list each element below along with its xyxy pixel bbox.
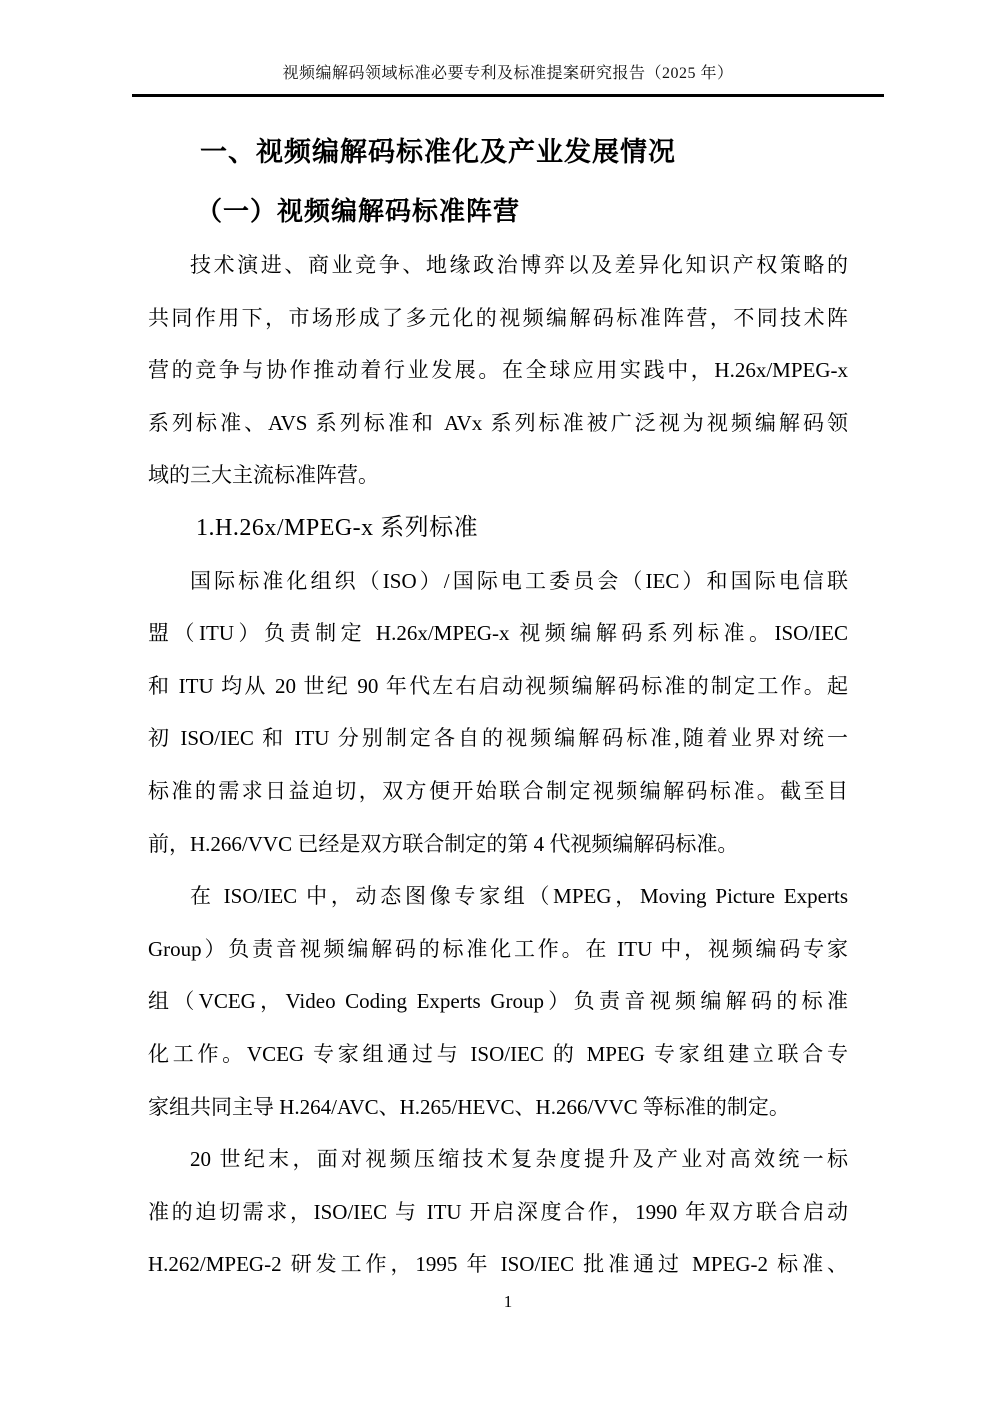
paragraph-4 [148,1133,848,1291]
body-line: 盟（ITU）负责制定 H.26x/MPEG-x 视频编解码系列标准。ISO/IEC [148,621,848,646]
body-line: 在 ISO/IEC 中，动态图像专家组（MPEG，Moving Picture Experts [190,884,848,909]
body-line: 国际标准化组织（ISO）/国际电工委员会（IEC）和国际电信联 [190,568,848,593]
running-header-text: 视频编解码领域标准必要专利及标准提案研究报告（2025 年） [282,65,734,82]
body-line: 前，H.266/VVC 已经是双方联合制定的第 4 代视频编解码标准。 [148,831,739,856]
body-line: Group）负责音视频编解码的标准化工作。在 ITU 中，视频编码专家 [148,936,848,961]
body-line: H.262/MPEG-2 研发工作，1995 年 ISO/IEC 批准通过 MPEG-2 标准、 [148,1252,848,1277]
body-line: 20 世纪末，面对视频压缩技术复杂度提升及产业对高效统一标 [190,1147,848,1172]
body-line: 家组共同主导 H.264/AVC、H.265/HEVC、H.266/VVC 等标准的制定。 [148,1094,790,1119]
body-line: 组（VCEG，Video Coding Experts Group）负责音视频编解码的标准 [148,989,848,1014]
body-line: 和 ITU 均从 20 世纪 90 年代左右启动视频编解码标准的制定工作。起 [148,673,848,698]
body-line: 技术演进、商业竞争、地缘政治博弈以及差异化知识产权策略的 [190,253,848,277]
body-line: 化工作。VCEG 专家组通过与 ISO/IEC 的 MPEG 专家组建立联合专 [148,1041,848,1066]
sub-heading: 1.H.26x/MPEG-x 系列标准 [196,514,479,541]
body-line: 系列标准、AVS 系列标准和 AVx 系列标准被广泛视为视频编解码领 [148,410,848,435]
page-number: 1 [503,1292,513,1311]
body-line: 标准的需求日益迫切，双方便开始联合制定视频编解码标准。截至目 [148,778,848,803]
document-body [148,0,848,1291]
section-title: 一、视频编解码标准化及产业发展情况 [200,137,676,167]
paragraph-1 [148,239,848,502]
body-line: 域的三大主流标准阵营。 [148,463,379,488]
body-line: 共同作用下，市场形成了多元化的视频编解码标准阵营，不同技术阵 [148,305,848,330]
body-line: 初 ISO/IEC 和 ITU 分别制定各自的视频编解码标准,随着业界对统一 [148,726,848,751]
body-line: 准的迫切需求，ISO/IEC 与 ITU 开启深度合作，1990 年双方联合启动 [148,1199,848,1224]
body-line: 营的竞争与协作推动着行业发展。在全球应用实践中，H.26x/MPEG-x [148,358,848,383]
subsection-title: （一）视频编解码标准阵营 [196,197,521,226]
page-footer [132,1292,884,1312]
paragraph-2 [148,555,848,871]
paragraph-3 [148,870,848,1133]
